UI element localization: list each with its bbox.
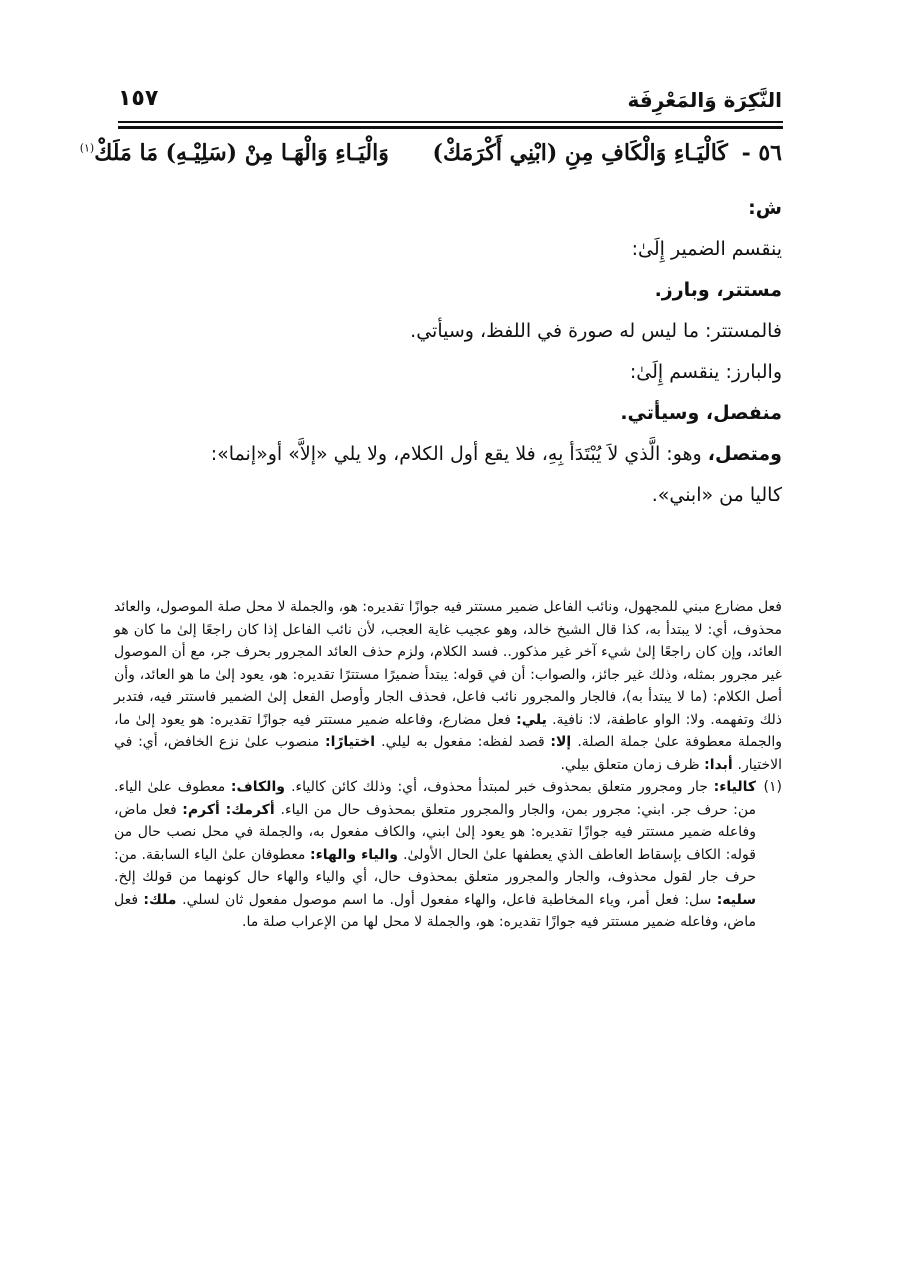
main-line-5: والبارز: ينقسم إِلَىٰ: xyxy=(629,361,782,383)
main-text xyxy=(117,188,782,516)
fn1-text-4: معطوفان علىٰ الياء السابقة. من: حرف جار لقول محذوف، والجار والمجرور متعلق بمحذوف حال، أي والياء والهاء حال كونهما من قولك إلخ. xyxy=(114,846,756,885)
main-line-8: كاليا من «ابني». xyxy=(651,484,782,506)
main-line-7 xyxy=(117,434,782,475)
main-line-2: ينقسم الضمير إِلَىٰ: xyxy=(631,238,782,260)
fn-text-abadan: ظرف زمان متعلق بيلي. xyxy=(560,756,705,773)
verse-line xyxy=(79,140,782,166)
footnote-continuation-text: فعل مضارع مبني للمجهول، ونائب الفاعل ضمير مستتر فيه جوازًا تقديره: هو، والجملة لا محل صلة الموصول، والعائد محذوف، أي: لا يبتدأ به، كذا قال الشيخ خالد، وهو عجيب غاية العجب، لأن نائب الفاعل إذا كان راجعًا إلىٰ ما كان هو العائد، وإن كان راجعًا إلىٰ شيء آخر غير مذكور.. فسد الكلام، ولزم حذف العائد المجرور بحرف جر، مع أن الموصول غير مجرور بمثله، وذلك غير جائز، والصواب: أن في قوله: يبتدأ ضميرًا مستترًا تقديره: هو، يعود إلىٰ ما هو العائد، وأن أصل الكلام: (ما لا يبتدأ به)، فالجار والمجرور نائب فاعل، فحذف الجار وأوصل الفعل إلىٰ الضمير فاستتر فيه، فتدبر ذلك وتفهمه. ولا: الواو عاطفة، لا: نافية. xyxy=(114,599,782,728)
fn-label-yali: يلي: xyxy=(516,711,547,728)
verse-footnote-ref[interactable]: (١) xyxy=(79,141,95,155)
fn1-text-3: فعل ماض، وفاعله ضمير مستتر فيه جوازًا تقديره: هو يعود إلىٰ ابني، والكاف مفعول به، والجملة في محل نصب حال من قوله: الكاف بإسقاط العاطف الذي يعطفها علىٰ الحال الأولىٰ. xyxy=(114,801,756,863)
footnote-1-marker: (١) xyxy=(763,779,782,795)
page-number: ١٥٧ xyxy=(118,86,159,111)
fn1-text-5: سل: فعل أمر، وياء المخاطبة فاعل، والهاء مفعول أول. ما اسم موصول مفعول ثان لسلي. xyxy=(182,891,717,908)
header-rule-thick xyxy=(118,126,783,129)
verse-number: ٥٦ - xyxy=(741,140,782,166)
fn1-label-1: كالياء: xyxy=(713,779,756,795)
main-line-6: منفصل، وسيأتي. xyxy=(620,402,782,424)
main-line-7-bold: ومتصل، xyxy=(707,443,782,465)
fn1-text-2: معطوف علىٰ الياء. من: حرف جر. ابني: مجرور بمن، والجار والمجرور متعلق بمحذوف حال من الياء. xyxy=(114,779,756,818)
fn1-label-6: ملك: xyxy=(143,891,183,908)
header-rule-thin xyxy=(118,121,783,123)
footnotes xyxy=(114,596,782,934)
main-line-3: مستتر، وبارز. xyxy=(654,279,782,301)
main-line-4: فالمستتر: ما ليس له صورة في اللفظ، وسيأتي. xyxy=(410,320,782,342)
footnote-1 xyxy=(114,776,782,934)
fn1-label-3: أكرمك: أكرم: xyxy=(182,801,281,818)
verse-hemistich-2: وَالْيَـاءِ وَالْهَـا مِنْ (سَلِيْـهِ) مَا مَلَكْ xyxy=(94,140,389,166)
fn-text-yali: فعل مضارع، وفاعله ضمير مستتر فيه جوازًا تقديره: هو يعود إلىٰ ما، والجملة معطوفة علىٰ جملة الصلة. xyxy=(114,711,783,750)
fn-label-ikhtiyaran: اختيارًا: xyxy=(324,734,382,750)
fn1-label-5: سليه: xyxy=(716,891,756,908)
fn1-text-1: جار ومجرور متعلق بمحذوف خبر لمبتدأ محذوف، أي: وذلك كائن كالياء. xyxy=(291,779,714,795)
fn1-text-6: فعل ماض، وفاعله ضمير مستتر فيه جوازًا تقديره: هو، والجملة لا محل لها من الإعراب صلة ما. xyxy=(114,891,756,930)
main-line-7-rest: وهو: الَّذي لاَ يُبْتَدَأ بِهِ، فلا يقع أول الكلام، ولا يلي «إلاَّ» أو«إنما»: xyxy=(210,443,708,465)
fn1-label-2: والكاف: xyxy=(230,779,292,795)
running-header-title: النَّكِرَة وَالمَعْرِفَة xyxy=(627,88,782,112)
fn-text-illa: قصد لفظه: مفعول به ليلي. xyxy=(381,734,551,750)
main-line-sharh: ش: xyxy=(748,197,782,219)
fn-label-abadan: أبدا: xyxy=(704,756,738,773)
verse-hemistich-1: كَالْيَـاءِ وَالْكَافِ مِنِ (ابْنِي أَكْرَمَكْ) xyxy=(432,140,728,166)
footnote-continuation xyxy=(114,596,782,776)
fn-text-ikhtiyaran: منصوب علىٰ نزع الخافض، أي: في الاختيار. xyxy=(114,734,782,773)
fn1-label-4: والياء والهاء: xyxy=(310,846,404,863)
fn-label-illa: إلا: xyxy=(550,734,578,750)
